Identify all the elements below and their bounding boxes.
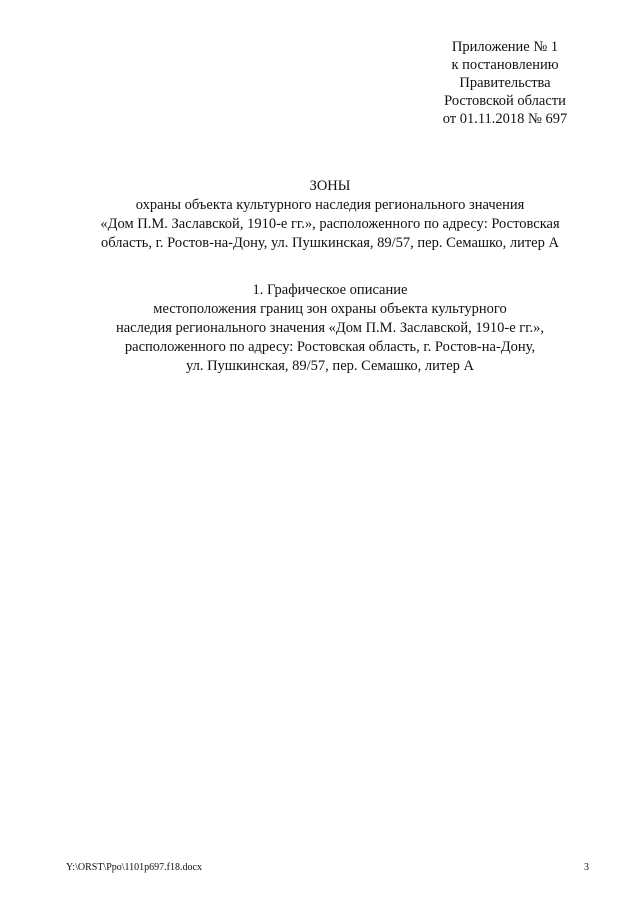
- appendix-line: Правительства: [459, 75, 551, 91]
- document-title: [60, 177, 600, 253]
- section-heading-block: [60, 281, 600, 376]
- footer-page-number: 3: [584, 862, 589, 873]
- title-line: охраны объекта культурного наследия регионального значения: [135, 197, 525, 213]
- appendix-line: Приложение № 1: [451, 39, 559, 55]
- appendix-block: [420, 38, 590, 128]
- section-line: наследия регионального значения «Дом П.М. Заславской, 1910-е гг.»,: [115, 320, 545, 336]
- title-line: «Дом П.М. Заславской, 1910-е гг.», расположенного по адресу: Ростовская: [100, 216, 560, 232]
- section-line: расположенного по адресу: Ростовская область, г. Ростов-на-Дону,: [124, 339, 536, 355]
- section-line: ул. Пушкинская, 89/57, пер. Семашко, литер А: [185, 358, 475, 374]
- appendix-line: к постановлению: [451, 57, 559, 73]
- appendix-line: Ростовской области: [444, 93, 566, 109]
- section-heading: 1. Графическое описание: [252, 282, 408, 298]
- footer-file-path: Y:\ORST\Ppo\1101p697.f18.docx: [66, 862, 202, 873]
- title-heading: ЗОНЫ: [309, 178, 351, 194]
- title-line: область, г. Ростов-на-Дону, ул. Пушкинская, 89/57, пер. Семашко, литер А: [101, 235, 559, 251]
- appendix-line: от 01.11.2018 № 697: [442, 111, 568, 127]
- section-line: местоположения границ зон охраны объекта культурного: [153, 301, 507, 317]
